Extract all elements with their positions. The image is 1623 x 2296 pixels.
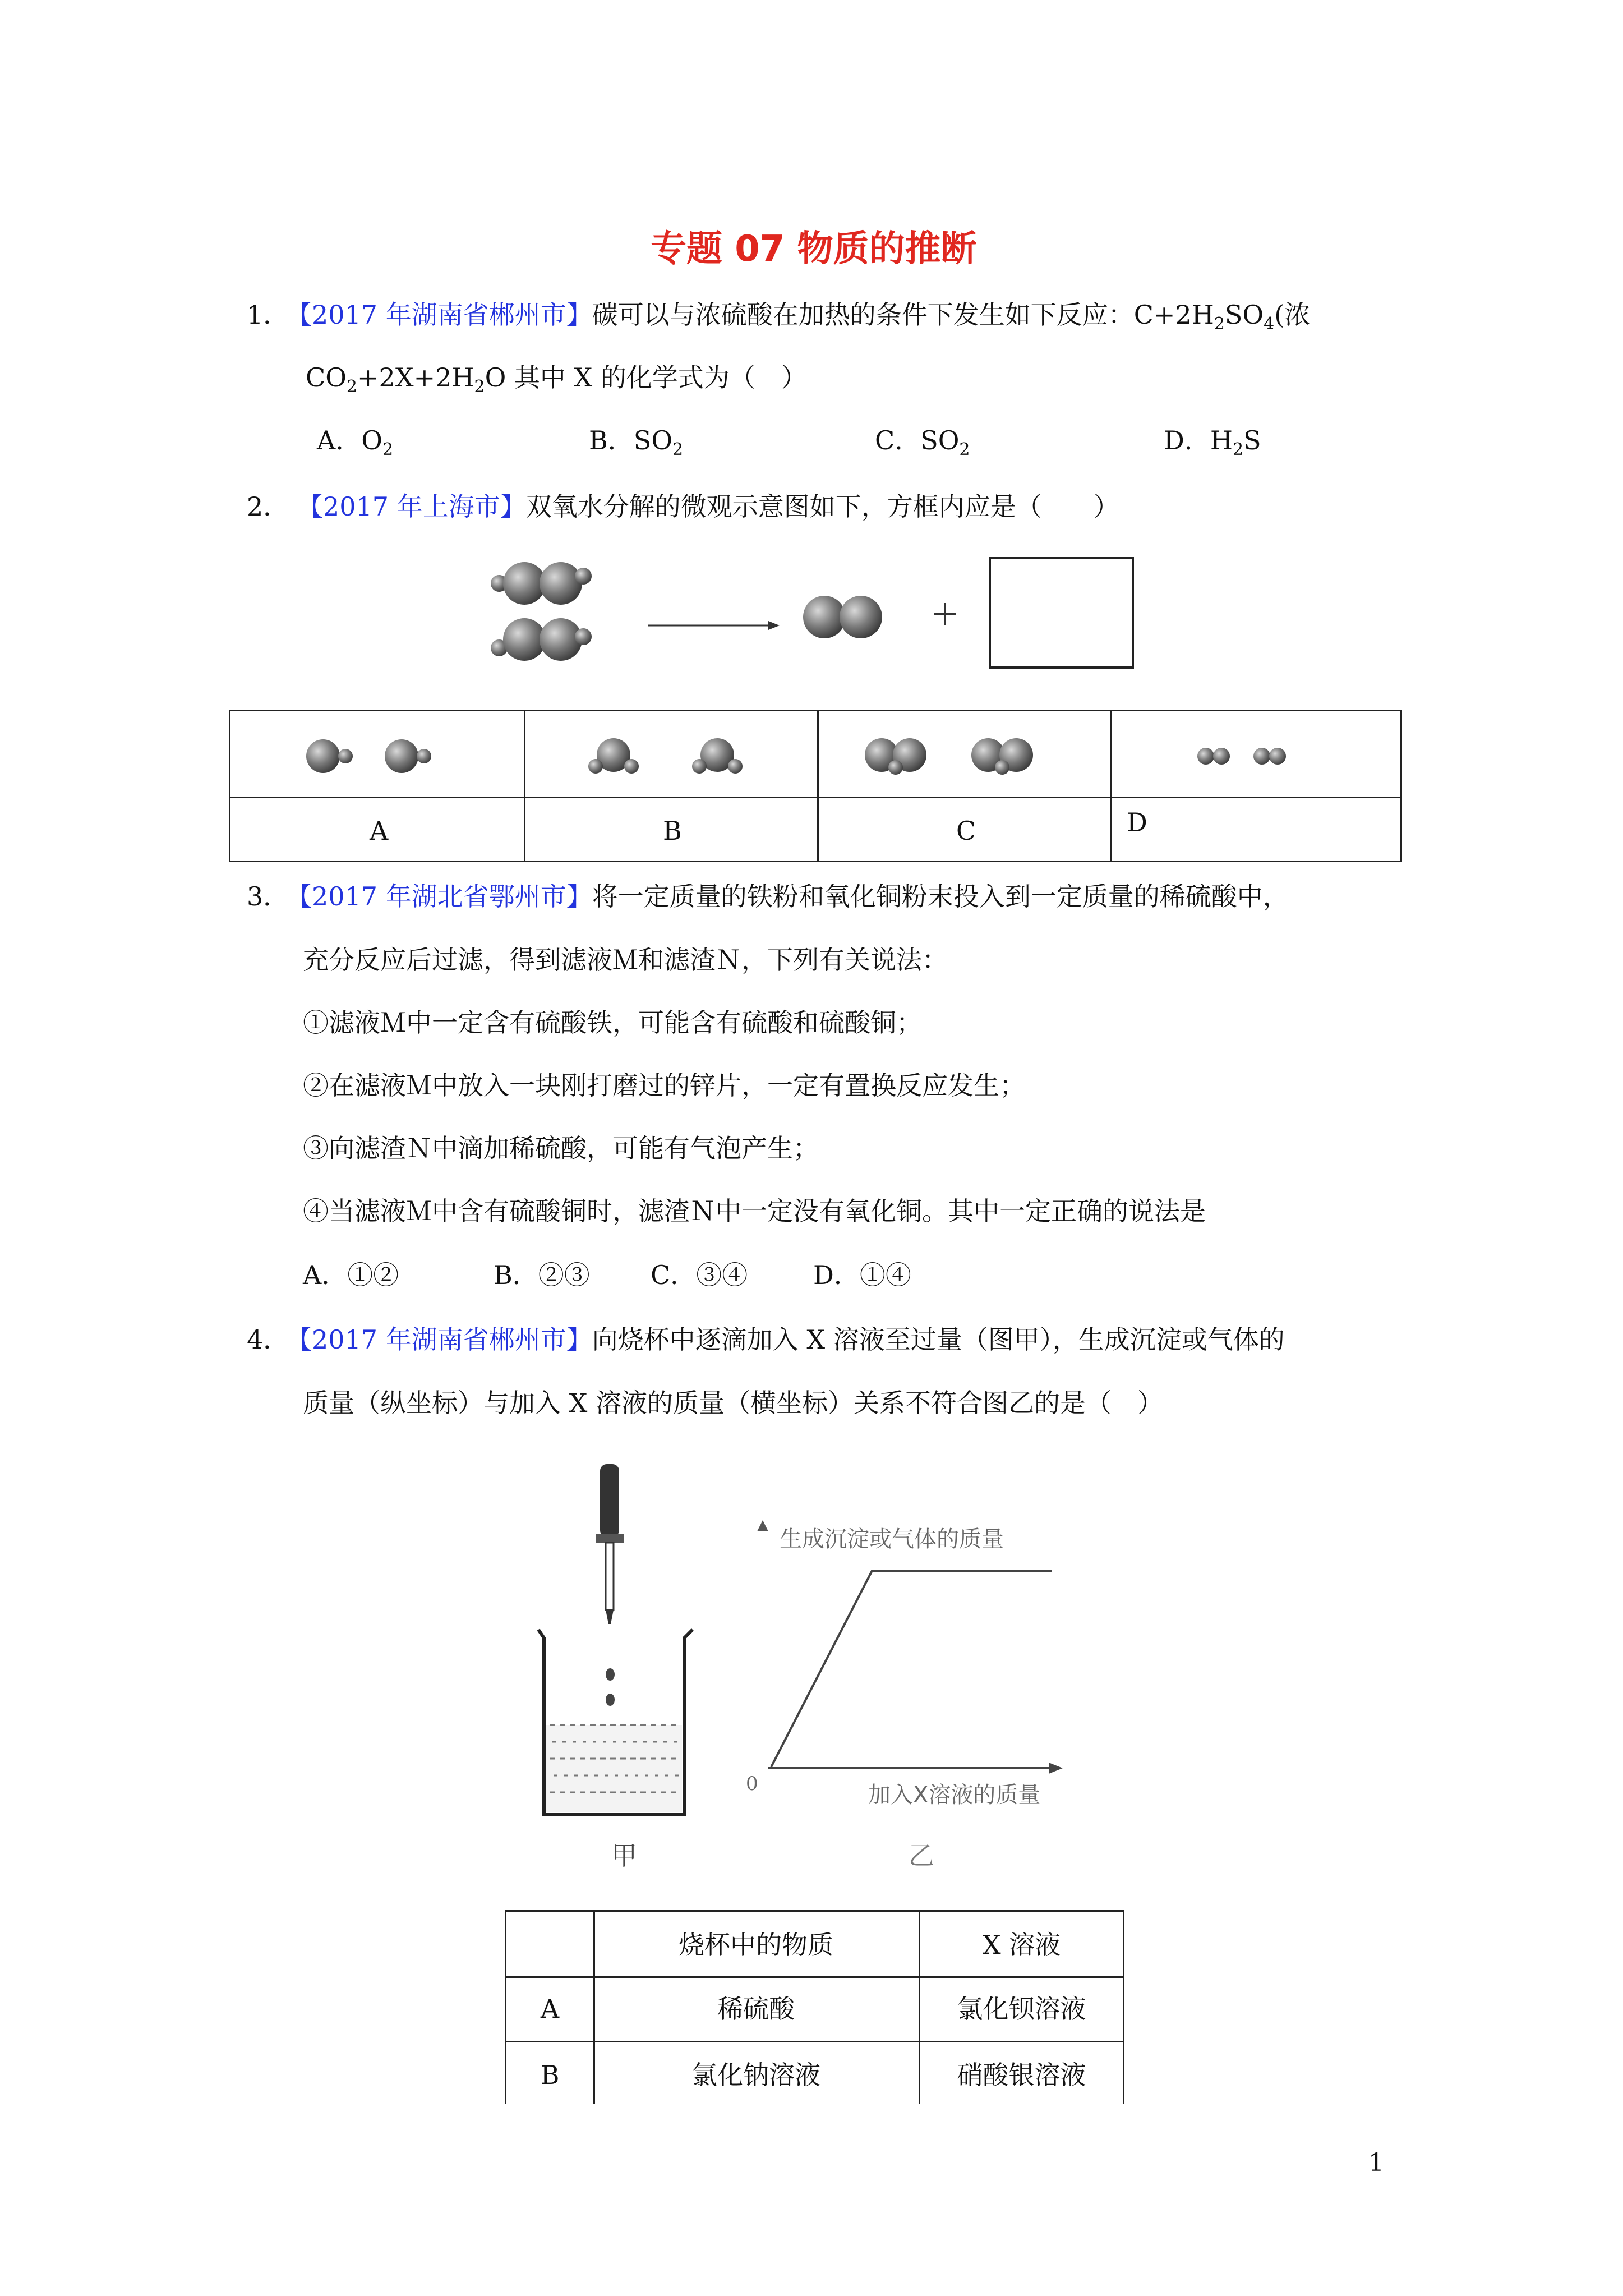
q2-reaction-diagram [477, 553, 1150, 698]
choice-a-label[interactable]: A [370, 816, 389, 846]
q3-option-b[interactable]: B．②③ [494, 1260, 590, 1290]
plus-sign [934, 603, 956, 625]
q4-table [505, 1910, 1124, 2104]
q2-number: 2． [247, 491, 289, 522]
choice-a-molecules [230, 711, 524, 797]
q1-line2-b: +2X+2H [357, 362, 474, 393]
o2-molecule [803, 596, 882, 638]
choice-b-molecules [524, 711, 817, 797]
page-title: 专题 07 物质的推断 [651, 228, 977, 270]
reaction-arrow [648, 621, 780, 630]
choice-c-label[interactable]: C [956, 816, 976, 846]
choice-b-label[interactable]: B [663, 816, 682, 846]
q1-option-d-tail: S [1243, 425, 1261, 455]
table-row-a-substance: 稀硫酸 [717, 1994, 795, 2024]
q1-option-b-label: B．SO [589, 425, 673, 455]
q1-text-c: (浓 [1274, 300, 1311, 330]
q4-number: 4． [247, 1324, 289, 1355]
q1-line2-sub: 2 [346, 377, 358, 397]
q3-statement-4: ④当滤液Ｍ中含有硫酸铜时，滤渣Ｎ中一定没有氧化铜。其中一定正确的说法是 [303, 1196, 1206, 1226]
q3-statement-2: ②在滤液Ｍ中放入一块刚打磨过的锌片，一定有置换反应发生； [303, 1070, 1025, 1101]
q1-option-d[interactable] [1164, 427, 1261, 458]
q4-text: 向烧杯中逐滴加入 X 溶液至过量（图甲），生成沉淀或气体的 [592, 1324, 1285, 1355]
mass-graph [746, 1509, 1195, 1812]
table-header-substance: 烧杯中的物质 [679, 1930, 833, 1960]
h2o2-molecule-1 [491, 562, 592, 605]
q1-option-c[interactable] [875, 427, 970, 458]
q3-statement-3: ③向滤渣Ｎ中滴加稀硫酸，可能有气泡产生； [303, 1133, 819, 1163]
q1-option-a-label: A．O [317, 425, 382, 455]
q2-line1 [297, 491, 1119, 522]
beaker-figure [522, 1458, 763, 1851]
q1-line2-c: O 其中 X 的化学式为（ ） [485, 362, 807, 393]
figure-jia-label: 甲 [611, 1841, 637, 1871]
q1-option-a-sub: 2 [382, 440, 394, 459]
q2-choices-table [229, 710, 1402, 862]
answer-box [990, 558, 1133, 668]
q3-source: 【2017 年湖北省鄂州市】 [286, 881, 592, 912]
page-number: 1 [1368, 2148, 1384, 2177]
q3-number: 3． [247, 881, 289, 912]
figure-yi-label: 乙 [909, 1841, 934, 1871]
q4-source: 【2017 年湖南省郴州市】 [286, 1324, 592, 1355]
q4-line2: 质量（纵坐标）与加入 X 溶液的质量（横坐标）关系不符合图乙的是（ ） [303, 1388, 1163, 1418]
q1-option-b-sub: 2 [672, 440, 684, 459]
q1-line2-sub2: 2 [474, 377, 485, 397]
table-header-x: X 溶液 [982, 1930, 1061, 1960]
q1-source: 【2017 年湖南省郴州市】 [286, 300, 592, 330]
graph-y-label: 生成沉淀或气体的质量 [780, 1526, 1004, 1552]
choice-d-label[interactable]: D [1127, 807, 1147, 838]
q3-statement-1: ①滤液Ｍ中一定含有硫酸铁，可能含有硫酸和硫酸铜； [303, 1007, 922, 1038]
table-row-b-substance: 氯化钠溶液 [691, 2060, 820, 2090]
q3-line2: 充分反应后过滤，得到滤液Ｍ和滤渣Ｎ，下列有关说法： [303, 945, 948, 975]
q1-option-d-label: D．H [1164, 425, 1233, 455]
q2-text: 双氧水分解的微观示意图如下，方框内应是（ ） [525, 491, 1119, 522]
h2o2-molecule-2 [491, 618, 592, 661]
q1-line2 [306, 362, 807, 397]
q3-option-d[interactable]: D．①④ [813, 1260, 911, 1290]
q1-sub1: 2 [1214, 314, 1225, 334]
q1-option-c-sub: 2 [959, 440, 970, 459]
choice-d-molecules [1110, 711, 1400, 797]
table-row-b-label: B [540, 2060, 560, 2090]
q1-line2-a: CO [306, 362, 347, 393]
q1-number: 1． [247, 300, 289, 330]
q1-text-a: 碳可以与浓硫酸在加热的条件下发生如下反应：C+2H [592, 300, 1214, 330]
q1-line1 [286, 302, 1310, 333]
q3-text: 将一定质量的铁粉和氧化铜粉末投入到一定质量的稀硫酸中， [592, 881, 1289, 912]
graph-origin-label: 0 [746, 1773, 758, 1795]
table-row-b-x: 硝酸银溶液 [957, 2060, 1086, 2090]
q1-option-c-label: C．SO [875, 425, 960, 455]
q4-line1 [286, 1324, 1285, 1355]
q3-option-c[interactable]: C．③④ [651, 1260, 748, 1290]
q1-sub2: 4 [1264, 314, 1275, 334]
table-row-a-label: A [540, 1994, 560, 2024]
choice-c-molecules [817, 711, 1110, 797]
q1-option-a[interactable] [317, 427, 393, 458]
q3-option-a[interactable]: A．①② [303, 1260, 399, 1290]
table-row-a-x: 氯化钡溶液 [957, 1994, 1086, 2024]
graph-x-label: 加入X溶液的质量 [868, 1782, 1041, 1808]
q1-option-d-sub: 2 [1233, 440, 1244, 459]
q1-text-b: SO [1224, 300, 1264, 330]
q2-source: 【2017 年上海市】 [297, 491, 526, 522]
q3-line1 [286, 881, 1289, 912]
q1-option-b[interactable] [589, 427, 683, 458]
